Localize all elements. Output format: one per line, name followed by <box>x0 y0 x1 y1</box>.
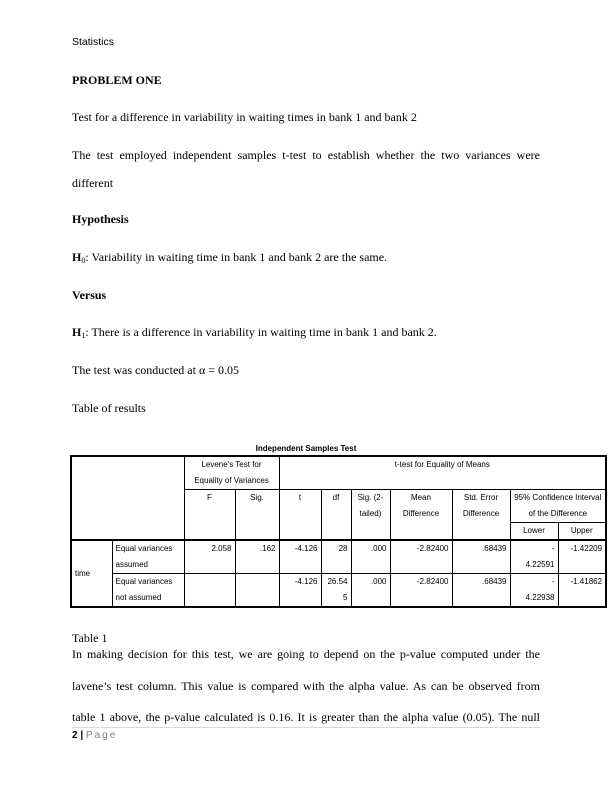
table-row <box>71 540 606 574</box>
sig-2tailed-value: .000 <box>351 574 390 608</box>
f-value: 2.058 <box>184 540 235 574</box>
col-sig: Sig. <box>235 490 279 541</box>
variable-name: time <box>71 540 112 607</box>
table-row <box>71 574 606 608</box>
table-title: Independent Samples Test <box>255 444 357 453</box>
std-error-value: .68439 <box>452 540 510 574</box>
sig-2tailed-value: .000 <box>351 540 390 574</box>
page-footer <box>72 730 117 741</box>
page-label: Page <box>85 730 118 741</box>
page-number: 2 <box>72 730 78 741</box>
mean-difference-value: -2.82400 <box>390 574 452 608</box>
discussion-line-2: lavene’s test column. This value is compared with the alpha value. As can be observed from <box>72 679 540 693</box>
col-upper: Upper <box>558 523 606 541</box>
lower-number: 4.22591 <box>525 560 555 569</box>
lower-value <box>510 574 558 608</box>
t-value: -4.126 <box>279 540 321 574</box>
h0-subscript: 0 <box>81 256 86 265</box>
hypothesis-heading: Hypothesis <box>72 212 129 226</box>
lower-value <box>510 540 558 574</box>
lower-sign: - <box>551 544 555 553</box>
h1-subscript: 1 <box>81 331 86 340</box>
footer-divider <box>72 727 540 728</box>
mean-difference-value: -2.82400 <box>390 540 452 574</box>
upper-value: -1.41862 <box>558 574 606 608</box>
running-header: Statistics <box>72 36 115 48</box>
lower-number: 4.22938 <box>525 593 555 602</box>
h0-text: : Variability in waiting time in bank 1 and bank 2 are the same. <box>85 250 388 264</box>
footer-separator: | <box>77 730 86 741</box>
lower-sign: - <box>551 577 555 586</box>
null-hypothesis <box>72 250 387 268</box>
f-value <box>184 574 235 608</box>
col-sig-2tailed: Sig. (2-tailed) <box>351 490 390 541</box>
intro-paragraph: Test for a difference in variability in waiting times in bank 1 and bank 2 <box>72 110 417 124</box>
h0-label: H <box>72 250 82 264</box>
table-intro: Table of results <box>72 401 146 415</box>
col-std-error-difference: Std. Error Difference <box>452 490 510 541</box>
col-t: t <box>279 490 321 541</box>
discussion-line-1: In making decision for this test, we are going to depend on the p-value computed under the <box>72 647 540 661</box>
method-line-1: The test employed independent samples t-test to establish whether the two variances were <box>72 148 540 162</box>
col-df: df <box>321 490 351 541</box>
alternative-hypothesis <box>72 325 437 343</box>
col-lower: Lower <box>510 523 558 541</box>
method-line-2: different <box>72 176 114 190</box>
col-mean-difference: Mean Difference <box>390 490 452 541</box>
col-f: F <box>184 490 235 541</box>
versus-heading: Versus <box>72 288 107 302</box>
levene-header: Levene's Test for Equality of Variances <box>184 456 279 490</box>
col-confidence-interval: 95% Confidence Interval of the Difference <box>510 490 606 523</box>
row-label: Equal variances not assumed <box>112 574 184 608</box>
std-error-value: .68439 <box>452 574 510 608</box>
ttest-header: t-test for Equality of Means <box>279 456 606 490</box>
df-value: 28 <box>321 540 351 574</box>
corner-cell <box>71 456 184 540</box>
section-title: PROBLEM ONE <box>72 73 162 87</box>
upper-value: -1.42209 <box>558 540 606 574</box>
sig-value: .162 <box>235 540 279 574</box>
h1-text: : There is a difference in variability in waiting time in bank 1 and bank 2. <box>85 325 437 339</box>
t-value: -4.126 <box>279 574 321 608</box>
h1-label: H <box>72 325 82 339</box>
discussion-line-3: table 1 above, the p-value calculated is 0.16. It is greater than the alpha value (0.05). The null <box>72 710 540 724</box>
row-label: Equal variances assumed <box>112 540 184 574</box>
independent-samples-table <box>70 455 607 608</box>
df-value: 26.545 <box>321 574 351 608</box>
table-caption: Table 1 <box>72 631 108 645</box>
sig-value <box>235 574 279 608</box>
alpha-statement: The test was conducted at α = 0.05 <box>72 363 240 377</box>
